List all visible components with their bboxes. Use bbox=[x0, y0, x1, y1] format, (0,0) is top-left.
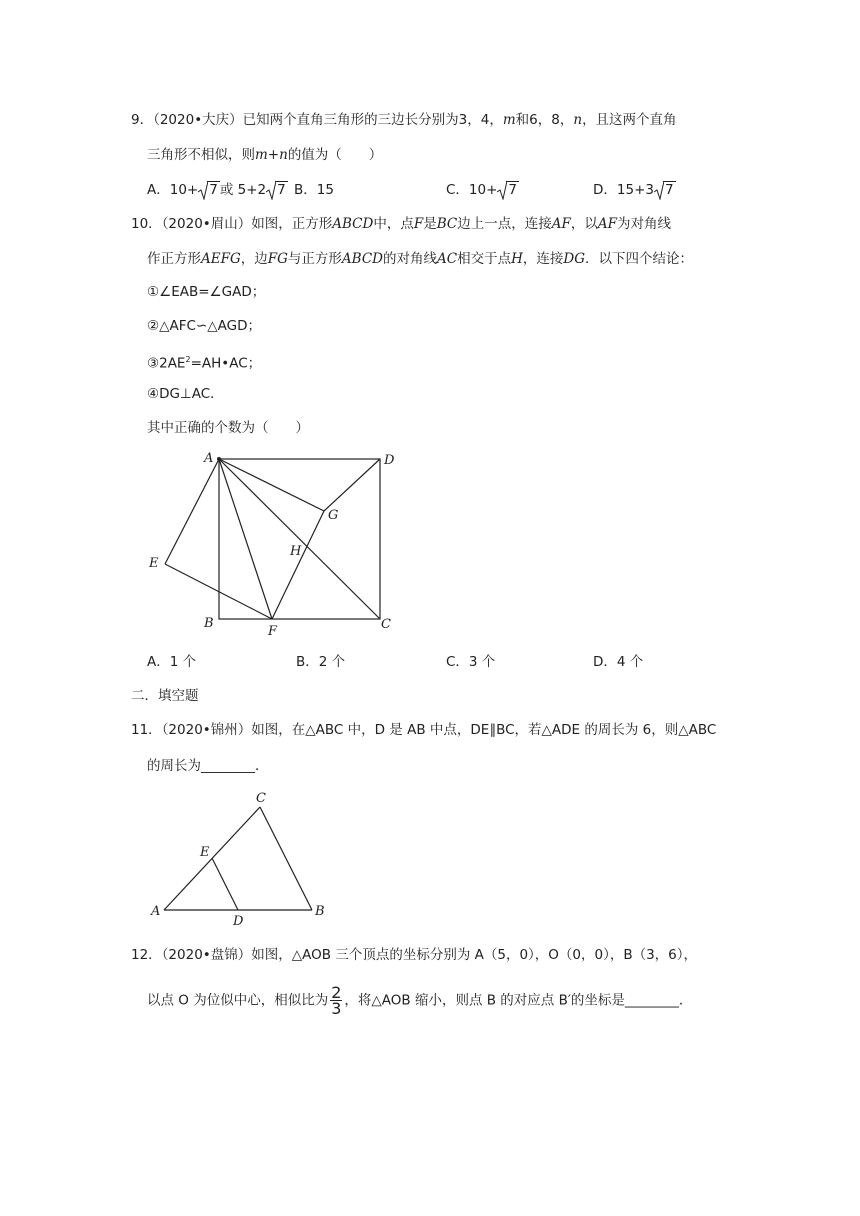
var: AC bbox=[437, 251, 458, 267]
label-a: A bbox=[151, 904, 161, 919]
q10-option-c: C．3 个 bbox=[446, 654, 496, 670]
question-text: 和6，8， bbox=[515, 112, 574, 128]
option-text: 或 5+2 bbox=[219, 182, 267, 198]
question-text: 已知两个直角三角形的三边长分别为3，4， bbox=[242, 112, 503, 128]
q11-line2: 的周长为________． bbox=[147, 758, 269, 774]
segment-cb bbox=[260, 807, 312, 910]
q10-option-b: B．2 个 bbox=[296, 654, 346, 670]
segment-ag bbox=[219, 459, 324, 511]
var: ABCD bbox=[341, 251, 383, 267]
var: AEFG bbox=[201, 251, 241, 267]
var: H bbox=[511, 251, 523, 267]
var-mn: m+n bbox=[255, 147, 288, 163]
q11-figure bbox=[0, 780, 860, 940]
q9-option-b: B．15 bbox=[294, 182, 334, 198]
conclusion-text: =AH•AC； bbox=[190, 355, 262, 372]
option-label: A．10+ bbox=[147, 182, 199, 198]
question-number: 10． bbox=[131, 216, 162, 232]
question-text: 的值为（ ） bbox=[287, 147, 383, 163]
question-text: ，连接 bbox=[522, 251, 564, 267]
q10-option-d: D．4 个 bbox=[593, 654, 644, 670]
exponent: 2 bbox=[185, 355, 191, 364]
question-text: 边上一点，连接 bbox=[457, 216, 552, 232]
question-number: 12． bbox=[131, 947, 162, 963]
question-text: 为对角线 bbox=[616, 216, 671, 232]
question-number: 9． bbox=[131, 112, 154, 128]
question-text: 是 bbox=[423, 216, 437, 232]
q12-line1 bbox=[131, 945, 697, 965]
q12-line2 bbox=[147, 985, 692, 1016]
q10-ask: 其中正确的个数为（ ） bbox=[147, 420, 309, 436]
question-text: ，以 bbox=[570, 216, 598, 232]
question-text: 如图，在△ABC 中，D 是 AB 中点，DE∥BC，若△ADE 的周长为 6，则△ABC bbox=[251, 722, 717, 738]
question-text: ，边 bbox=[240, 251, 268, 267]
diagonal-ac bbox=[219, 459, 380, 619]
label-f: F bbox=[268, 624, 278, 639]
q10-conclusion-2: ②△AFC∽△AGD； bbox=[147, 318, 261, 334]
q10-option-a: A．1 个 bbox=[147, 654, 197, 670]
segment-ae bbox=[165, 459, 219, 564]
var-m: m bbox=[502, 112, 516, 128]
var: F bbox=[413, 216, 424, 232]
segment-af bbox=[219, 459, 272, 619]
question-number: 11． bbox=[131, 722, 162, 738]
question-source: （2020•盘锦） bbox=[161, 947, 252, 963]
option-label: D．15+3 bbox=[593, 182, 654, 198]
question-text: 相交于点 bbox=[457, 251, 512, 267]
question-text: 作正方形 bbox=[147, 251, 201, 267]
label-c: C bbox=[256, 791, 266, 806]
var-n: n bbox=[573, 112, 583, 128]
label-b: B bbox=[204, 616, 214, 631]
numerator: 2 bbox=[331, 983, 342, 1002]
option-label: C．10+ bbox=[446, 182, 498, 198]
radicand: 7 bbox=[508, 182, 518, 198]
question-text: 如图，正方形 bbox=[251, 216, 333, 232]
var: BC bbox=[436, 216, 458, 232]
question-text: 如图，△AOB 三个顶点的坐标分别为 A（5，0），O（0，0），B（3，6）， bbox=[251, 947, 698, 963]
label-d: D bbox=[233, 914, 244, 929]
label-d: D bbox=[384, 453, 395, 468]
radicand: 7 bbox=[277, 182, 286, 198]
segment-fg bbox=[272, 511, 324, 619]
question-text: ，且这两个直角 bbox=[582, 112, 677, 128]
q10-conclusion-1: ①∠EAB=∠GAD； bbox=[147, 284, 266, 300]
q11-line1 bbox=[131, 720, 716, 740]
label-c: C bbox=[381, 617, 391, 632]
question-text: 与正方形 bbox=[287, 251, 342, 267]
question-text: 三角形不相似，则 bbox=[147, 147, 255, 163]
var: DG bbox=[563, 251, 585, 267]
radicand: 7 bbox=[664, 182, 674, 198]
q10-conclusion-4: ④DG⊥AC． bbox=[147, 386, 224, 402]
question-text: ．以下四个结论： bbox=[584, 251, 693, 267]
label-e: E bbox=[149, 556, 159, 571]
question-source: （2020•眉山） bbox=[161, 216, 252, 232]
question-source: （2020•锦州） bbox=[161, 722, 252, 738]
label-e: E bbox=[200, 845, 210, 860]
question-text: 以点 O 为位似中心，相似比为 bbox=[147, 992, 329, 1009]
segment-gd bbox=[324, 459, 380, 511]
fraction bbox=[330, 985, 342, 1016]
conclusion-text: ③2AE bbox=[147, 355, 186, 372]
denominator: 3 bbox=[331, 999, 342, 1018]
label-a: A bbox=[204, 451, 214, 466]
radicand: 7 bbox=[209, 182, 218, 198]
var: ABCD bbox=[332, 216, 374, 232]
point-a bbox=[217, 457, 221, 461]
section-heading: 二．填空题 bbox=[131, 688, 199, 704]
question-text: 的对角线 bbox=[383, 251, 437, 267]
question-text: 中，点 bbox=[373, 216, 414, 232]
var: AF bbox=[551, 216, 571, 232]
label-g: G bbox=[328, 508, 339, 523]
segment-ed bbox=[212, 858, 238, 910]
var: FG bbox=[267, 251, 288, 267]
label-b: B bbox=[315, 904, 325, 919]
question-source: （2020•大庆） bbox=[153, 112, 243, 128]
label-h: H bbox=[290, 544, 302, 559]
question-text: ，将△AOB 缩小，则点 B 的对应点 B′的坐标是________． bbox=[344, 992, 693, 1009]
var: AF bbox=[597, 216, 617, 232]
